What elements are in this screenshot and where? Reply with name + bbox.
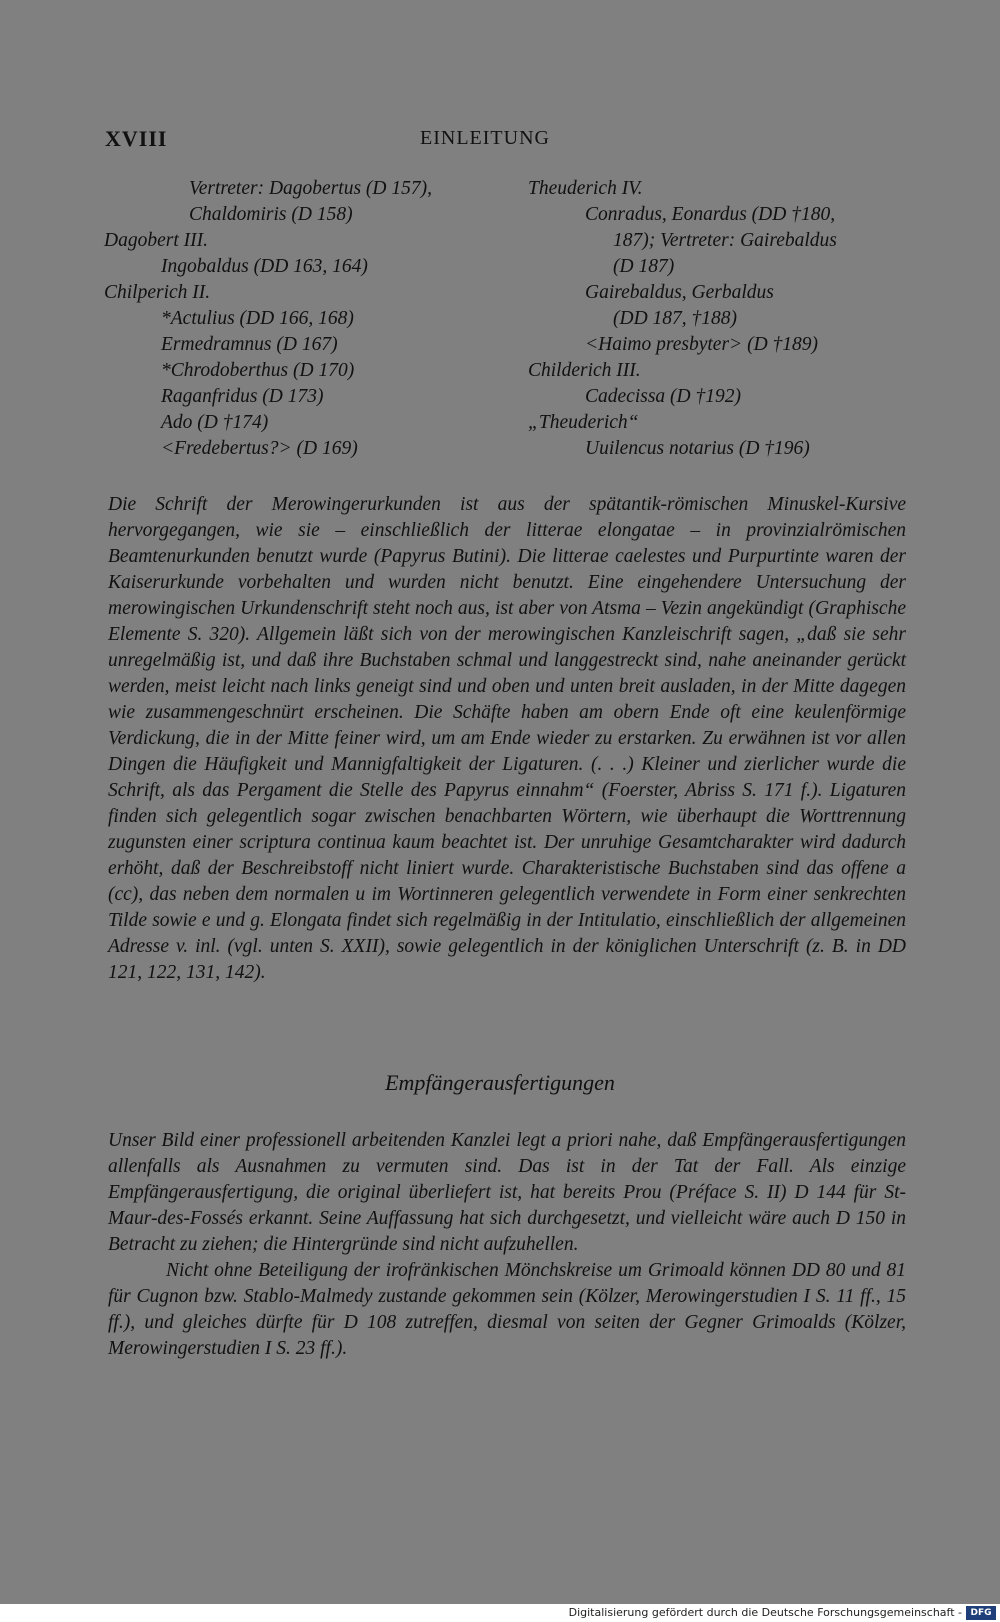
- list-entry: Gairebaldus, Gerbaldus: [585, 282, 774, 303]
- list-entry: Cadecissa (D †192): [585, 386, 741, 407]
- list-entry: „Theuderich“: [528, 412, 639, 433]
- dfg-logo: DFG: [966, 1606, 996, 1620]
- list-entry: Theuderich IV.: [528, 178, 643, 199]
- notary-list-right: [528, 176, 837, 462]
- section-title: Empfängerausfertigungen: [385, 1070, 615, 1095]
- page-number: XVIII: [105, 126, 168, 151]
- list-entry: <Haimo presbyter> (D †189): [585, 334, 819, 355]
- list-entry: Conradus, Eonardus (DD †180,: [585, 204, 836, 225]
- running-head: [105, 126, 865, 156]
- list-entry: 187); Vertreter: Gairebaldus: [613, 230, 837, 251]
- list-entry: Chaldomiris (D 158): [189, 204, 353, 225]
- list-entry: (DD 187, †188): [613, 308, 738, 329]
- list-entry: Chilperich II.: [104, 282, 211, 303]
- list-entry: Ermedramnus (D 167): [161, 334, 338, 355]
- list-entry: Uuilencus notarius (D †196): [585, 438, 810, 459]
- list-entry: *Actulius (DD 166, 168): [161, 308, 354, 329]
- page-heading: EINLEITUNG: [420, 127, 550, 149]
- paragraph-recipient-copies: Unser Bild einer professionell arbeitenden Kanzlei legt a priori nahe, daß Empfängerausfertigungen allenfalls als Ausnahmen zu vermuten sind. Das ist in der Tat der Fall. Als einzige Empfängerausfertigung, die original überliefert ist, hat bereits Prou (Préface S. II) D 144 für St-Maur-des-Fossés erkannt. Seine Auffassung hat sich durchgesetzt, und vielleicht wäre auch D 150 in Betracht zu ziehen; die Hintergründe sind nicht aufzuhellen.: [108, 1130, 906, 1255]
- list-entry: Ado (D †174): [161, 412, 269, 433]
- list-entry: *Chrodoberthus (D 170): [161, 360, 355, 381]
- notary-list-left: [104, 176, 432, 462]
- list-entry: Raganfridus (D 173): [161, 386, 324, 407]
- footer-bar: [0, 1604, 1000, 1622]
- list-entry: Childerich III.: [528, 360, 641, 381]
- list-entry: Ingobaldus (DD 163, 164): [161, 256, 368, 277]
- list-entry: (D 187): [613, 256, 675, 277]
- list-entry: Dagobert III.: [104, 230, 208, 251]
- list-entry: <Fredebertus?> (D 169): [161, 438, 358, 459]
- paragraph-grimoald: Nicht ohne Beteiligung der irofränkischen Mönchskreise um Grimoald können DD 80 und 81 für Cugnon bzw. Stablo-Malmedy zustande gekommen sein (Kölzer, Merowingerstudien I S. 11 ff., 15 ff.), und gleiches dürfte für D 108 zutreffen, diesmal von seiten der Gegner Grimoalds (Kölzer, Merowingerstudien I S. 23 ff.).: [108, 1260, 906, 1359]
- footer-text: Digitalisierung gefördert durch die Deutsche Forschungsgemeinschaft -: [568, 1606, 962, 1619]
- list-entry: Vertreter: Dagobertus (D 157),: [189, 178, 432, 199]
- paragraph-script: Die Schrift der Merowingerurkunden ist aus der spätantik-römischen Minuskel-Kursive hervorgegangen, wie sie – einschließlich der litterae elongatae – in provinzialrömischen Beamtenurkunden benutzt wurde (Papyrus Butini). Die litterae caelestes und Purpurtinte waren der Kaiserurkunde vorbehalten und wurden nicht benutzt. Eine eingehendere Untersuchung der merowingischen Urkundenschrift steht noch aus, ist aber von Atsma – Vezin angekündigt (Graphische Elemente S. 320). Allgemein läßt sich von der merowingischen Kanzleischrift sagen, „daß sie sehr unregelmäßig ist, und daß ihre Buchstaben schmal und langgestreckt sind, nahe aneinander gerückt werden, meist leicht nach links geneigt sind und oben und unten breit ausladen, in der Mitte dagegen wie zusammengeschnürt erscheinen. Die Schäfte haben am obern Ende oft eine keulenförmige Verdickung, die in der Mitte feiner wird, um am Ende wieder zu erstarken. Zu erwähnen ist vor allen Dingen die Häufigkeit und Mannigfaltigkeit der Ligaturen. (. . .) Kleiner und zierlicher wurde die Schrift, als das Pergament die Stelle des Papyrus einnahm“ (Foerster, Abriss S. 171 f.). Ligaturen finden sich gelegentlich sogar zwischen benachbarten Wörtern, wie überhaupt die Worttrennung zugunsten einer scriptura continua kaum beachtet ist. Der unruhige Gesamtcharakter wird dadurch erhöht, daß der Beschreibstoff nicht liniert wurde. Charakteristische Buchstaben sind das offene a (cc), das neben dem normalen u im Wortinneren gelegentlich verwendete in Form einer senkrechten Tilde sowie e und g. Elongata findet sich regelmäßig in der Intitulatio, einschließlich der allgemeinen Adresse v. inl. (vgl. unten S. XXII), sowie gelegentlich in der königlichen Unterschrift (z. B. in DD 121, 122, 131, 142).: [108, 494, 906, 983]
